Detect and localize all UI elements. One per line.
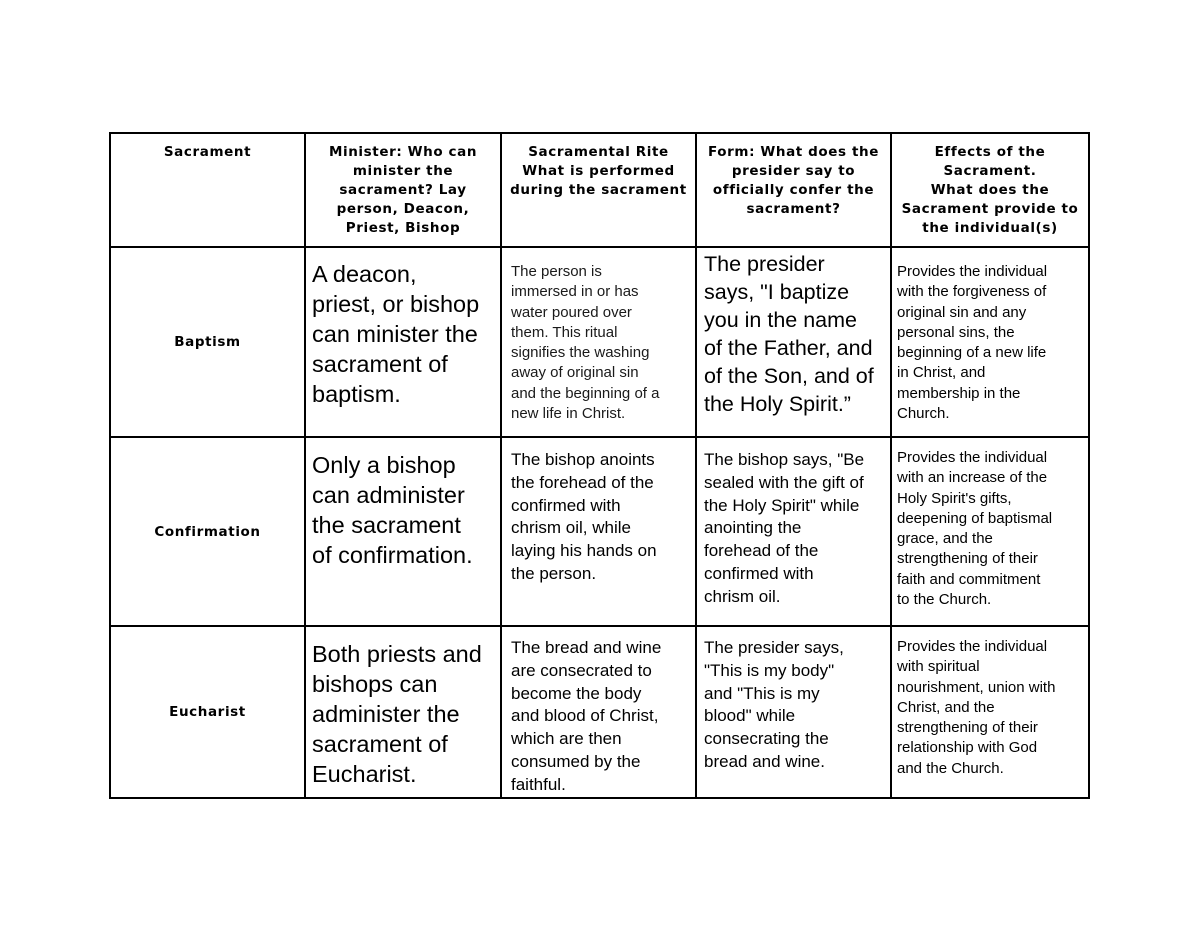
rite-text: The person is immersed in or has water poured over them. This ritual signifies the washing away of original sin and the beginning of a new life in Christ. [511,263,660,423]
sacrament-name: Confirmation [110,437,305,626]
form-cell [696,247,891,437]
minister-cell [305,437,501,626]
effects-cell [891,437,1089,626]
header-sacrament: Sacrament [163,144,252,160]
header-cell-form [696,133,891,247]
header-cell-rite [501,133,696,247]
effects-cell [891,247,1089,437]
form-text: The presider says, "I baptize you in the name of the Father, and of the Son, and of the Holy Spirit.” [704,252,874,416]
rite-cell [501,437,696,626]
minister-cell [305,626,501,798]
header-cell-minister [305,133,501,247]
effects-text: Provides the individual with the forgiveness of original sin and any personal sins, the beginning of a new life in Christ, and membership in the Church. [897,263,1048,423]
effects-cell [891,626,1089,798]
minister-text: Only a bishop can administer the sacrament of confirmation. [312,452,473,568]
sacrament-table-page [109,132,1088,796]
minister-cell [305,247,501,437]
rite-cell [501,247,696,437]
header-effects: Effects of the Sacrament. What does the Sacrament provide to the individual(s) [901,144,1079,236]
form-text: The bishop says, "Be sealed with the gift of the Holy Spirit" while anointing the forehead of the confirmed with chrism oil. [704,450,865,606]
sacrament-name: Baptism [110,247,305,437]
header-row [110,133,1089,247]
rite-cell [501,626,696,798]
effects-text: Provides the individual with spiritual nourishment, union with Christ, and the strengthening of their relationship with God and the Church. [897,638,1056,777]
header-minister: Minister: Who can minister the sacrament? Lay person, Deacon, Priest, Bishop [328,144,478,236]
form-text: The presider says, "This is my body" and "This is my blood" while consecrating the bread and wine. [704,638,844,771]
effects-text: Provides the individual with an increase of the Holy Spirit's gifts, deepening of baptismal grace, and the strengthening of their faith and commitment to the Church. [897,449,1053,609]
table-row [110,626,1089,798]
header-cell-effects [891,133,1089,247]
header-cell-sacrament [110,133,305,247]
minister-text: A deacon, priest, or bishop can minister the sacrament of baptism. [312,261,480,407]
table-row [110,437,1089,626]
form-cell [696,437,891,626]
form-cell [696,626,891,798]
rite-text: The bread and wine are consecrated to become the body and blood of Christ, which are then consumed by the faithful. [511,638,662,794]
header-rite: Sacramental Rite What is performed during the sacrament [510,144,687,198]
header-form: Form: What does the presider say to officially confer the sacrament? [708,144,879,217]
sacrament-name: Eucharist [110,626,305,798]
table-row [110,247,1089,437]
sacrament-table [109,132,1090,799]
minister-text: Both priests and bishops can administer the sacrament of Eucharist. [312,641,482,787]
rite-text: The bishop anoints the forehead of the confirmed with chrism oil, while laying his hands on the person. [511,450,657,583]
